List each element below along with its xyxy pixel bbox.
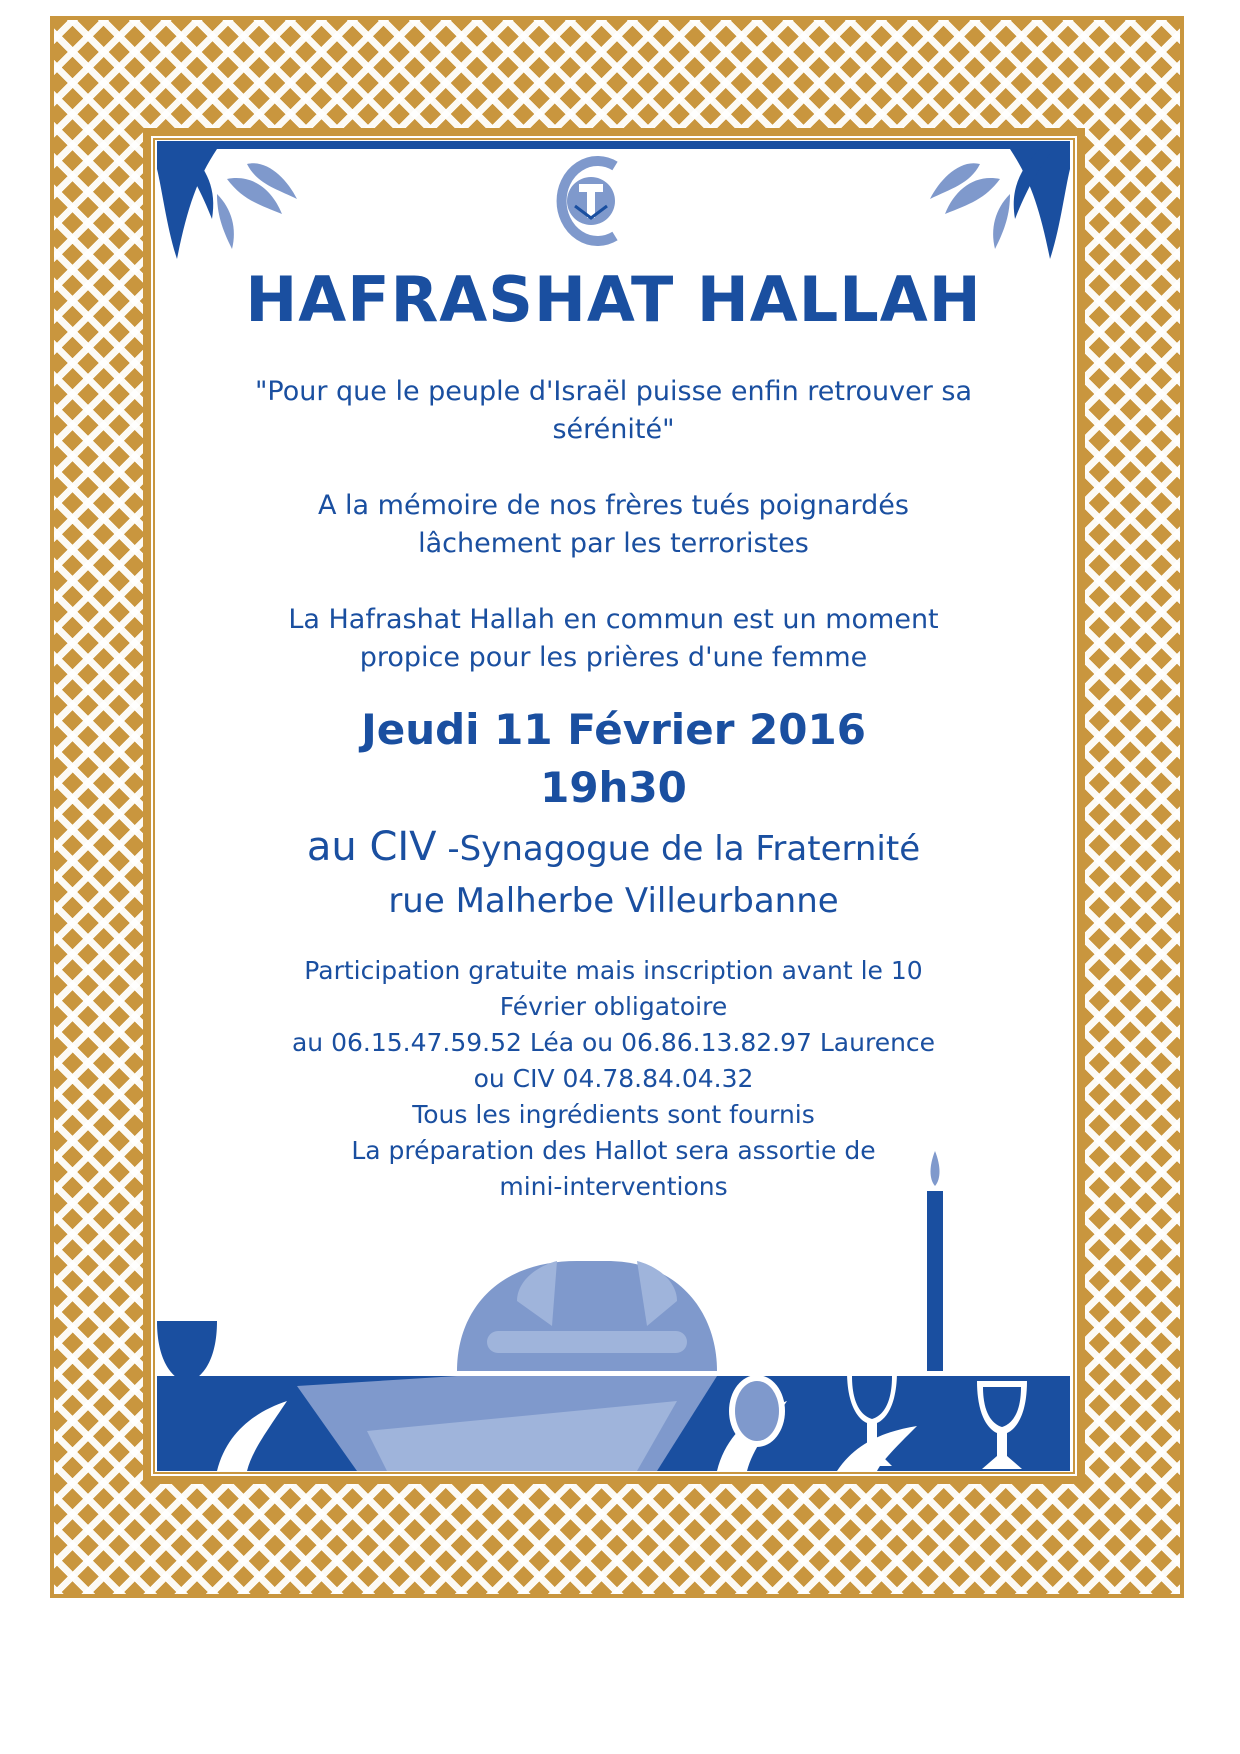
event-date: Jeudi 11 Février 2016 xyxy=(361,705,866,754)
location-venue: -Synagogue de la Fraternité xyxy=(436,829,921,869)
purpose-text xyxy=(157,601,1070,677)
top-blue-bar xyxy=(157,141,1070,149)
intro-quote xyxy=(157,373,1070,449)
memorial-line: A la mémoire de nos frères tués poignardés xyxy=(318,490,909,521)
detail-line: La préparation des Hallot sera assortie de xyxy=(351,1136,876,1165)
location-line xyxy=(157,821,1070,875)
location-prefix: au CIV xyxy=(306,824,437,870)
event-time: 19h30 xyxy=(540,763,687,812)
detail-line: mini-interventions xyxy=(499,1172,728,1201)
detail-line: Participation gratuite mais inscription avant le 10 xyxy=(304,956,923,985)
intro-line: sérénité" xyxy=(552,414,675,445)
leaf-icon xyxy=(157,149,337,269)
detail-line: ou CIV 04.78.84.04.32 xyxy=(473,1064,754,1093)
purpose-line: La Hafrashat Hallah en commun est un moment xyxy=(288,604,939,635)
location-street: rue Malherbe Villeurbanne xyxy=(388,881,839,921)
memorial-text xyxy=(157,487,1070,563)
purpose-line: propice pour les prières d'une femme xyxy=(359,642,868,673)
event-location xyxy=(157,821,1070,927)
shabbat-table-icon xyxy=(157,1131,1070,1471)
civ-logo-icon xyxy=(555,156,635,246)
poster-panel xyxy=(157,141,1070,1471)
detail-line: au 06.15.47.59.52 Léa ou 06.86.13.82.97 Laurence xyxy=(291,1028,936,1057)
event-datetime xyxy=(157,701,1070,817)
page-title: HAFRASHAT HALLAH xyxy=(245,263,982,336)
detail-line: Février obligatoire xyxy=(499,992,728,1021)
intro-line: "Pour que le peuple d'Israël puisse enfin retrouver sa xyxy=(254,376,973,407)
detail-line: Tous les ingrédients sont fournis xyxy=(412,1100,815,1129)
leaf-icon xyxy=(890,149,1070,269)
memorial-line: lâchement par les terroristes xyxy=(418,528,809,559)
